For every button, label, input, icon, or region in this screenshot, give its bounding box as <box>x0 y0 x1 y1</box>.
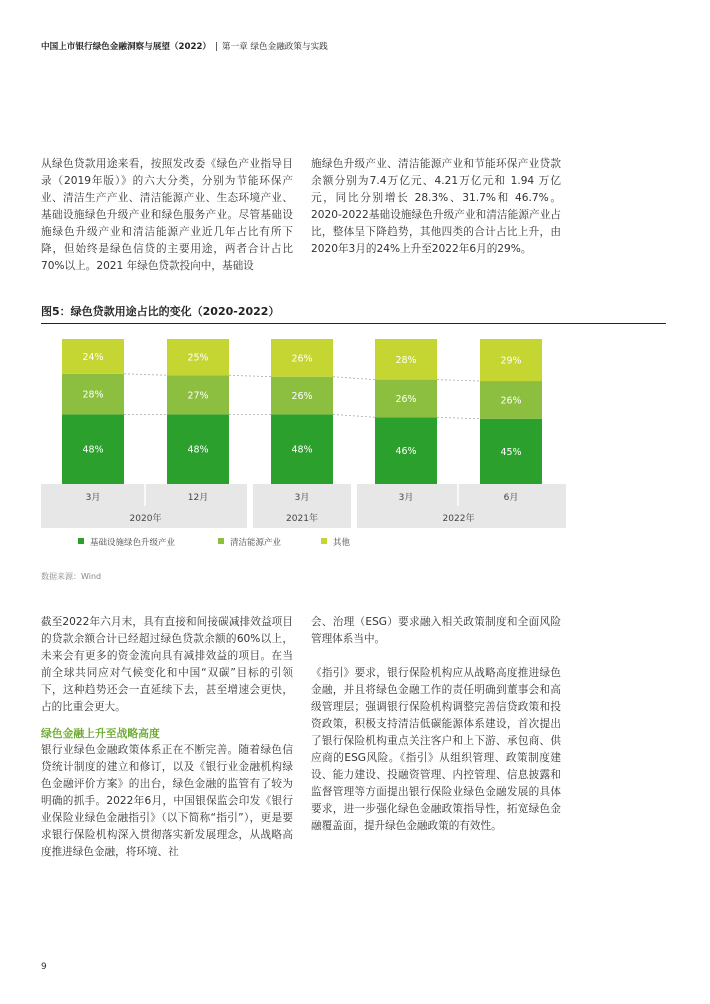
page-number: 9 <box>41 962 47 972</box>
x-tick-label: 3月 <box>398 493 414 503</box>
connector-line <box>333 414 375 417</box>
body-left-paragraph-1: 截至2022年六月末，具有直接和间接碳减排效益项目的贷款余额合计已经超过绿色贷款余额的60%以上，未来会有更多的资金流向具有减排效益的项目。在当前全球共同应对气候变化和中国“双碳”目标的引领下，这种趋势还会一直延续下去，甚至增速会更快，占的比重会更大。 <box>41 616 293 713</box>
data-label: 48% <box>82 444 104 456</box>
legend-label: 清洁能源产业 <box>230 538 282 548</box>
body-right-paragraph-2: 《指引》要求，银行保险机构应从战略高度推进绿色金融，并且将绿色金融工作的责任明确到董事会和高级管理层；强调银行保险机构调整完善信贷政策和投资政策，积极支持清洁低碳能源体系建设，首次提出了银行保险机构重点关注客户和上下游、承包商、供应商的ESG风险。《指引》从组织管理、政策制度建设、能力建设、投融资管理、内控管理、信息披露和监督管理等方面提出银行保险业绿色金融发展的具体要求，进一步强化绿色金融政策指导性，拓宽绿色金融覆盖面，提升绿色金融政策的有效性。 <box>311 667 561 832</box>
body-left-column <box>41 614 293 716</box>
x-tick-label: 3月 <box>85 493 101 503</box>
data-label: 48% <box>291 444 313 456</box>
connector-line <box>437 417 480 418</box>
group-separator <box>351 484 357 528</box>
intro-right-paragraph: 施绿色升级产业、清洁能源产业和节能环保产业贷款余额分别为7.4万亿元、4.21万亿元和 1.94 万亿元，同比分别增长 28.3%、31.7%和 46.7%。2020-2022基础设施绿色升级产业和清洁能源产业占比，整体呈下降趋势，其他四类的合计占比上升，由2020年3月的24%上升至2022年6月的29%。 <box>311 158 561 255</box>
connector-line <box>333 377 375 380</box>
legend-swatch <box>321 538 327 544</box>
header-separator: | <box>215 42 218 52</box>
chapter-title: 第一章 绿色金融政策与实践 <box>221 42 328 52</box>
body-right-column <box>311 614 561 835</box>
data-label: 25% <box>187 352 209 364</box>
x-group-label: 2021年 <box>286 514 318 524</box>
legend-label: 基础设施绿色升级产业 <box>90 538 176 548</box>
section-title: 绿色金融上升至战略高度 <box>41 727 160 740</box>
data-label: 26% <box>500 395 522 407</box>
data-label: 26% <box>395 393 417 405</box>
data-label: 26% <box>291 353 313 365</box>
body-left-paragraph-2: 银行业绿色金融政策体系正在不断完善。随着绿色信贷统计制度的建立和修订，以及《银行业金融机构绿色金融评价方案》的出台，绿色金融的监管有了较为明确的抓手。2022年6月，中国银保监会印发《银行业保险业绿色金融指引》（以下简称“指引”），更是要求银行保险机构深入贯彻落实新发展理念，从战略高度推进绿色金融，将环境、社 <box>41 744 293 858</box>
legend-label: 其他 <box>333 538 351 548</box>
report-title: 中国上市银行绿色金融洞察与展望（2022） <box>41 42 212 52</box>
x-group-label: 2022年 <box>442 514 475 524</box>
data-source: 数据来源：Wind <box>41 572 102 581</box>
data-label: 46% <box>395 446 417 458</box>
legend-swatch <box>218 538 224 544</box>
data-label: 29% <box>500 355 522 367</box>
data-label: 28% <box>82 389 104 401</box>
data-label: 27% <box>187 390 209 402</box>
legend-swatch <box>78 538 84 544</box>
data-label: 45% <box>500 446 522 458</box>
data-label: 28% <box>395 354 417 366</box>
group-separator <box>247 484 253 528</box>
x-tick-label: 3月 <box>294 493 310 503</box>
body-right-paragraph-1: 会、治理（ESG）要求融入相关政策制度和全面风险管理体系当中。 <box>311 616 561 645</box>
x-tick-label: 6月 <box>503 493 519 503</box>
x-group-label: 2020年 <box>129 514 162 524</box>
body-left-column-2 <box>41 742 293 861</box>
connector-line <box>437 380 480 381</box>
connector-line <box>229 375 271 376</box>
data-label: 26% <box>291 391 313 403</box>
x-tick-label: 12月 <box>187 493 209 503</box>
data-label: 24% <box>82 351 104 363</box>
figure-title: 图5：绿色贷款用途占比的变化（2020-2022） <box>41 305 280 318</box>
intro-left-paragraph: 从绿色贷款用途来看，按照发改委《绿色产业指导目录（2019年版）》的六大分类，分别为节能环保产业、清洁生产产业、清洁能源产业、生态环境产业、基础设施绿色升级产业和绿色服务产业。尽管基础设施绿色升级产业和清洁能源产业近几年占比有所下降，但始终是绿色信贷的主要用途，两者合计占比70%以上。2021 年绿色贷款投向中，基础设 <box>41 158 293 272</box>
connector-line <box>124 374 167 375</box>
data-label: 48% <box>187 444 209 456</box>
